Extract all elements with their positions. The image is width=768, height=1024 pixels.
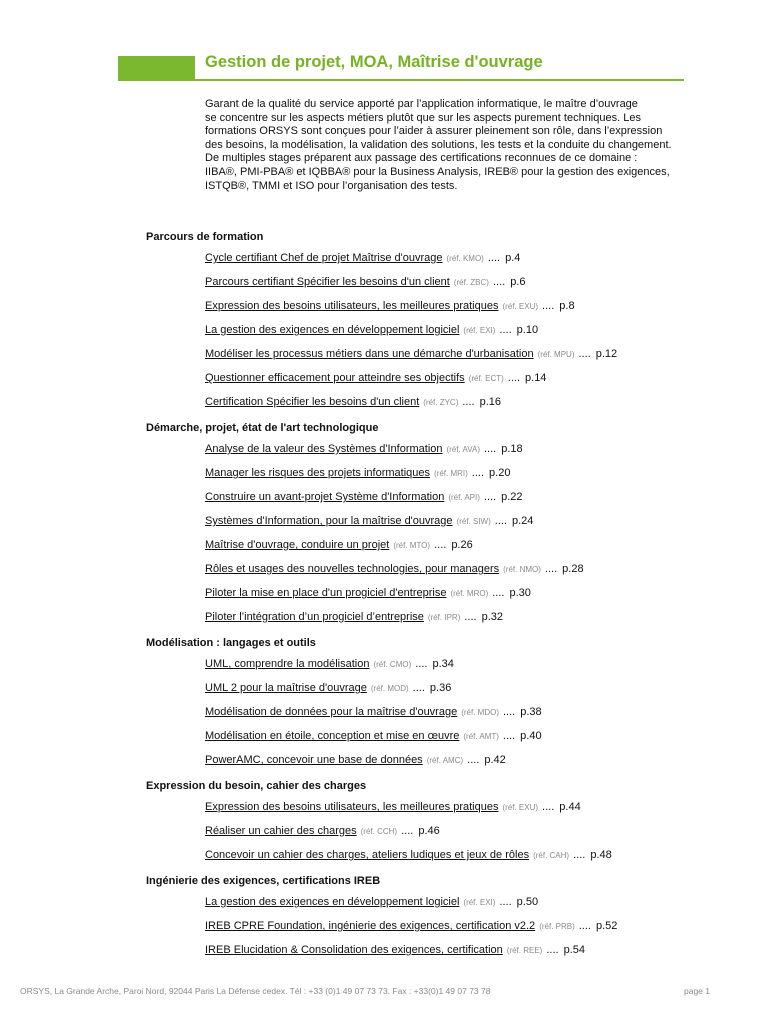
course-dots: .... [484, 443, 497, 455]
course-item [205, 557, 768, 581]
course-link[interactable]: Modéliser les processus métiers dans une démarche d'urbanisation [205, 348, 534, 360]
course-item [205, 676, 768, 700]
course-item [205, 748, 768, 772]
footer-address: ORSYS, La Grande Arche, Paroi Nord, 92044 Paris La Défense cedex. Tél : +33 (0)1 49 07 73 73. Fax : +33(0)1 49 07 73 78 [20, 986, 491, 996]
course-dots: .... [464, 611, 477, 623]
course-page: p.30 [509, 587, 531, 599]
course-item [205, 581, 768, 605]
course-link[interactable]: Analyse de la valeur des Systèmes d'Information [205, 443, 443, 455]
course-page: p.48 [590, 849, 612, 861]
course-page: p.10 [516, 324, 539, 336]
course-page: p.4 [505, 252, 521, 264]
section-heading: Modélisation : langages et outils [146, 637, 316, 649]
course-link[interactable]: Réaliser un cahier des charges [205, 825, 357, 837]
course-ref: (réf. KMO) [446, 254, 484, 263]
course-dots: .... [507, 372, 521, 384]
course-dots: .... [492, 276, 506, 288]
course-page: p.54 [563, 944, 585, 956]
course-item [205, 605, 768, 629]
course-dots: .... [415, 658, 428, 670]
course-link[interactable]: UML, comprendre la modélisation [205, 658, 370, 670]
course-link[interactable]: Parcours certifiant Spécifier les besoins d'un client [205, 276, 450, 288]
course-page: p.40 [520, 730, 542, 742]
course-page: p.22 [501, 491, 523, 503]
course-ref: (réf. EXU) [502, 803, 539, 812]
course-ref: (réf. API) [448, 493, 480, 502]
course-ref: (réf. MRI) [434, 469, 468, 478]
course-ref: (réf. CMO) [373, 660, 412, 669]
course-dots: .... [412, 682, 425, 694]
course-item [205, 485, 768, 509]
course-dots: .... [499, 324, 512, 336]
course-dots: .... [462, 396, 475, 408]
course-link[interactable]: UML 2 pour la maîtrise d'ouvrage [205, 682, 367, 694]
course-item [205, 270, 768, 294]
course-page: p.34 [432, 658, 454, 670]
course-ref: (réf. ZYC) [423, 398, 459, 407]
course-item [205, 318, 768, 342]
course-link[interactable]: Manager les risques des projets informatiques [205, 467, 431, 479]
course-dots: .... [542, 300, 555, 312]
course-link[interactable]: Modélisation de données pour la maîtrise d'ouvrage [205, 706, 458, 718]
course-page: p.14 [525, 372, 547, 384]
course-dots: .... [483, 491, 497, 503]
course-item [205, 246, 768, 270]
page-title: Gestion de projet, MOA, Maîtrise d'ouvrage [205, 53, 543, 71]
course-dots: .... [499, 896, 512, 908]
course-ref: (réf. AVA) [446, 445, 480, 454]
course-ref: (réf. MDO) [461, 708, 499, 717]
course-dots: .... [401, 825, 414, 837]
course-dots: .... [494, 515, 507, 527]
course-ref: (réf. EXI) [463, 898, 496, 907]
course-dots: .... [467, 754, 480, 766]
course-ref: (réf. AMT) [463, 732, 499, 741]
course-dots: .... [546, 944, 559, 956]
course-page: p.18 [501, 443, 523, 455]
course-page: p.6 [510, 276, 526, 288]
course-ref: (réf. CAH) [533, 851, 570, 860]
course-dots: .... [573, 849, 586, 861]
course-link[interactable]: Modélisation en étoile, conception et mise en œuvre [205, 730, 460, 742]
course-link[interactable]: Questionner efficacement pour atteindre ses objectifs [205, 372, 465, 384]
course-item [205, 509, 768, 533]
course-catalog [0, 229, 768, 962]
course-item [205, 890, 768, 914]
course-dots: .... [544, 563, 558, 575]
course-link[interactable]: La gestion des exigences en développement logiciel [205, 896, 460, 908]
title-rule [118, 79, 684, 81]
course-page: p.38 [520, 706, 542, 718]
course-ref: (réf. MRO) [450, 589, 489, 598]
course-item [205, 795, 768, 819]
section-heading: Parcours de formation [146, 231, 264, 243]
course-page: p.50 [516, 896, 539, 908]
course-dots: .... [578, 348, 591, 360]
intro-paragraph [205, 98, 705, 193]
course-link[interactable]: Piloter l’intégration d’un progiciel d’entreprise [205, 611, 424, 623]
course-link[interactable]: IREB CPRE Foundation, ingénierie des exigences, certification v2.2 [205, 920, 536, 932]
course-link[interactable]: Maîtrise d'ouvrage, conduire un projet [205, 539, 390, 551]
course-page: p.36 [429, 682, 452, 694]
course-dots: .... [542, 801, 555, 813]
section-heading: Ingénierie des exigences, certifications IREB [146, 875, 381, 887]
course-item [205, 342, 768, 366]
course-page: p.32 [481, 611, 504, 623]
course-item [205, 700, 768, 724]
course-ref: (réf. ZBC) [453, 278, 489, 287]
course-item [205, 390, 768, 414]
course-page: p.42 [484, 754, 506, 766]
course-link[interactable]: PowerAMC, concevoir une base de données [205, 754, 423, 766]
course-dots: .... [492, 587, 505, 599]
course-dots: .... [502, 730, 516, 742]
course-item [205, 437, 768, 461]
course-link[interactable]: Systèmes d'Information, pour la maîtrise d'ouvrage [205, 515, 453, 527]
course-page: p.16 [479, 396, 502, 408]
course-ref: (réf. SIW) [456, 517, 491, 526]
course-dots: .... [434, 539, 447, 551]
course-ref: (réf. NMO) [503, 565, 541, 574]
course-ref: (réf. MPU) [537, 350, 575, 359]
course-item [205, 843, 768, 867]
intro-line: se concentre sur les aspects métiers plutôt que sur les aspects purement techniques. Les [205, 111, 641, 124]
course-link[interactable]: Piloter la mise en place d'un progiciel d'entreprise [205, 587, 447, 599]
course-ref: (réf. MOD) [370, 684, 409, 693]
course-link[interactable]: Expression des besoins utilisateurs, les meilleures pratiques [205, 801, 499, 813]
course-dots: .... [502, 706, 516, 718]
course-item [205, 533, 768, 557]
section-heading: Démarche, projet, état de l'art technologique [146, 422, 379, 434]
course-link[interactable]: Rôles et usages des nouvelles technologies, pour managers [205, 563, 500, 575]
intro-line: formations ORSYS sont conçues pour l’aider à assurer pleinement son rôle, dans l’expression [205, 125, 663, 138]
course-page: p.44 [559, 801, 581, 813]
course-link[interactable]: Expression des besoins utilisateurs, les meilleures pratiques [205, 300, 499, 312]
course-dots: .... [487, 252, 501, 264]
course-item [205, 914, 768, 938]
intro-line: ISTQB®, TMMI et ISO pour l’organisation des tests. [205, 179, 458, 192]
course-item [205, 724, 768, 748]
course-link[interactable]: Cycle certifiant Chef de projet Maîtrise d'ouvrage [205, 252, 443, 264]
section-heading: Expression du besoin, cahier des charges [146, 780, 367, 792]
course-link[interactable]: Construire un avant-projet Système d'Information [205, 491, 445, 503]
course-ref: (réf. PRB) [539, 922, 575, 931]
course-ref: (réf. MTO) [393, 541, 431, 550]
title-accent-block [118, 56, 195, 79]
course-link[interactable]: Concevoir un cahier des charges, ateliers ludiques et jeux de rôles [205, 849, 530, 861]
course-link[interactable]: Certification Spécifier les besoins d'un client [205, 396, 420, 408]
intro-line: des besoins, la modélisation, la validation des solutions, les tests et la conduite du changement. [205, 138, 672, 151]
course-item [205, 294, 768, 318]
course-page: p.12 [595, 348, 618, 360]
course-ref: (réf. EXU) [502, 302, 539, 311]
course-page: p.26 [451, 539, 473, 551]
course-page: p.46 [418, 825, 440, 837]
course-dots: .... [578, 920, 591, 932]
course-item [205, 461, 768, 485]
course-item [205, 819, 768, 843]
course-ref: (réf. AMC) [426, 756, 464, 765]
course-page: p.24 [512, 515, 534, 527]
course-ref: (réf. ECT) [468, 374, 504, 383]
course-page: p.52 [595, 920, 618, 932]
course-item [205, 366, 768, 390]
course-link[interactable]: IREB Elucidation & Consolidation des exigences, certification [205, 944, 503, 956]
course-item [205, 938, 768, 962]
course-page: p.20 [489, 467, 511, 479]
course-ref: (réf. EXI) [463, 326, 496, 335]
intro-line: Garant de la qualité du service apporté par l’application informatique, le maître d’ouvrage [205, 98, 638, 110]
course-item [205, 652, 768, 676]
course-link[interactable]: La gestion des exigences en développement logiciel [205, 324, 460, 336]
course-ref: (réf. CCH) [360, 827, 398, 836]
intro-line: IIBA®, PMI-PBA® et IQBBA® pour la Business Analysis, IREB® pour la gestion des exigences, [205, 165, 670, 178]
course-ref: (réf. IPR) [427, 613, 461, 622]
course-page: p.28 [562, 563, 584, 575]
course-dots: .... [471, 467, 485, 479]
page-number: page 1 [684, 986, 710, 996]
course-ref: (réf. REE) [506, 946, 543, 955]
course-page: p.8 [559, 300, 575, 312]
intro-line: De multiples stages préparent aux passage des certifications reconnues de ce domaine : [205, 152, 638, 165]
